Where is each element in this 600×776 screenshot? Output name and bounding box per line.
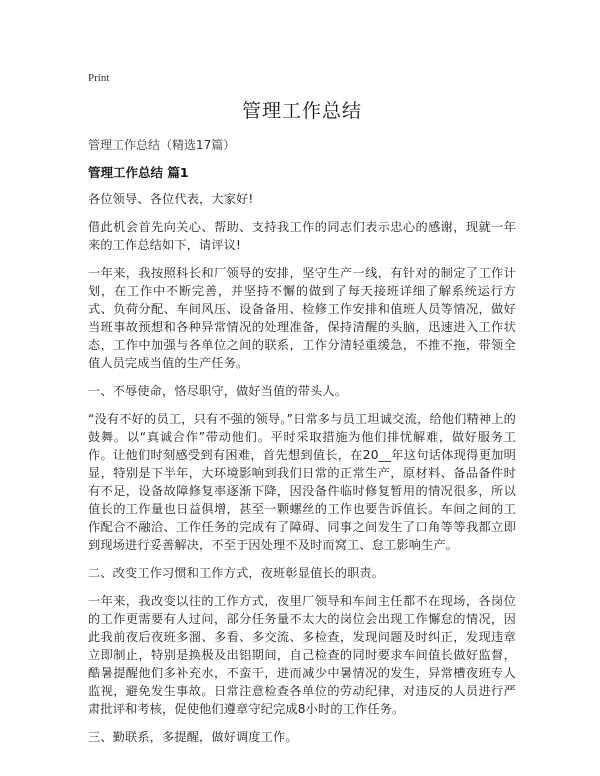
document-page [88, 70, 516, 756]
point-heading-2: 二、改变工作习惯和工作方式，夜班彰显值长的职责。 [88, 566, 385, 580]
print-label[interactable]: Print [88, 72, 110, 84]
section-heading: 管理工作总结 篇1 [88, 165, 189, 180]
document-subtitle: 管理工作总结（精选17篇） [88, 138, 236, 152]
body-paragraph: 一年来，我改变以往的工作方式，夜里厂领导和车间主任都不在现场，各岗位的工作更需要有人过问，部分任务量不太大的岗位会出现工作懈怠的情况，因此我前夜后夜班多溜、多看、多交流、多检查，发现问题及时纠正，发现违章立即制止，特别是换极及出铝期间，自己检查的同时要求车间值长做好监督，酷暑提醒他们多补充水，不蛮干，进而减少中暑情况的发生，异常槽夜班专人监视，避免发生事故。日常注意检查各单位的劳动纪律，对违反的人员进行严肃批评和考核，促使他们遵章守纪完成8小时的工作任务。 [88, 594, 516, 716]
body-paragraph: “没有不好的员工，只有不强的领导。”日常多与员工坦诚交流，给他们精神上的鼓舞。以“真诚合作”带动他们。平时采取措施为他们排忧解难，做好服务工作。让他们时刻感受到有困难，首先想到值长，在20__年这句话体现得更加明显，特别是下半年，大环境影响到我们日常的正常生产，原材料、备品备件时有不足，设备故障修复率逐渐下降，因没备件临时修复暂用的情况很多，所以值长的工作量也日益俱增，甚至一颗螺丝的工作也要告诉值长。车间之间的工作配合不融洽、工作任务的完成有了障碍、同事之间发生了口角等等我都立即到现场进行妥善解决，不至于因处理不及时而窝工、怠工影响生产。 [88, 412, 516, 552]
greeting-paragraph: 各位领导、各位代表，大家好! [88, 192, 254, 206]
document-title: 管理工作总结 [241, 100, 362, 122]
point-heading-3: 三、勤联系，多提醒，做好调度工作。 [88, 730, 298, 744]
point-heading-1: 一、不辱使命，恪尽职守，做好当值的带头人。 [88, 384, 348, 398]
body-paragraph: 一年来，我按照科长和厂领导的安排，坚守生产一线，有针对的制定了工作计划，在工作中不断完善，并坚持不懈的做到了每天接班详细了解系统运行方式、负荷分配、车间风压、设备备用、检修工作安排和值班人员等情况，做好当班事故预想和各种异常情况的处理准备，保持清醒的头脑，迅速进入工作状态，工作中加强与各单位之间的联系，工作分清轻重缓急，不推不拖，带领全值人员完成当值的生产任务。 [88, 266, 516, 370]
intro-paragraph: 借此机会首先向关心、帮助、支持我工作的同志们表示忠心的感谢，现就一年来的工作总结如下，请评议! [88, 220, 516, 252]
